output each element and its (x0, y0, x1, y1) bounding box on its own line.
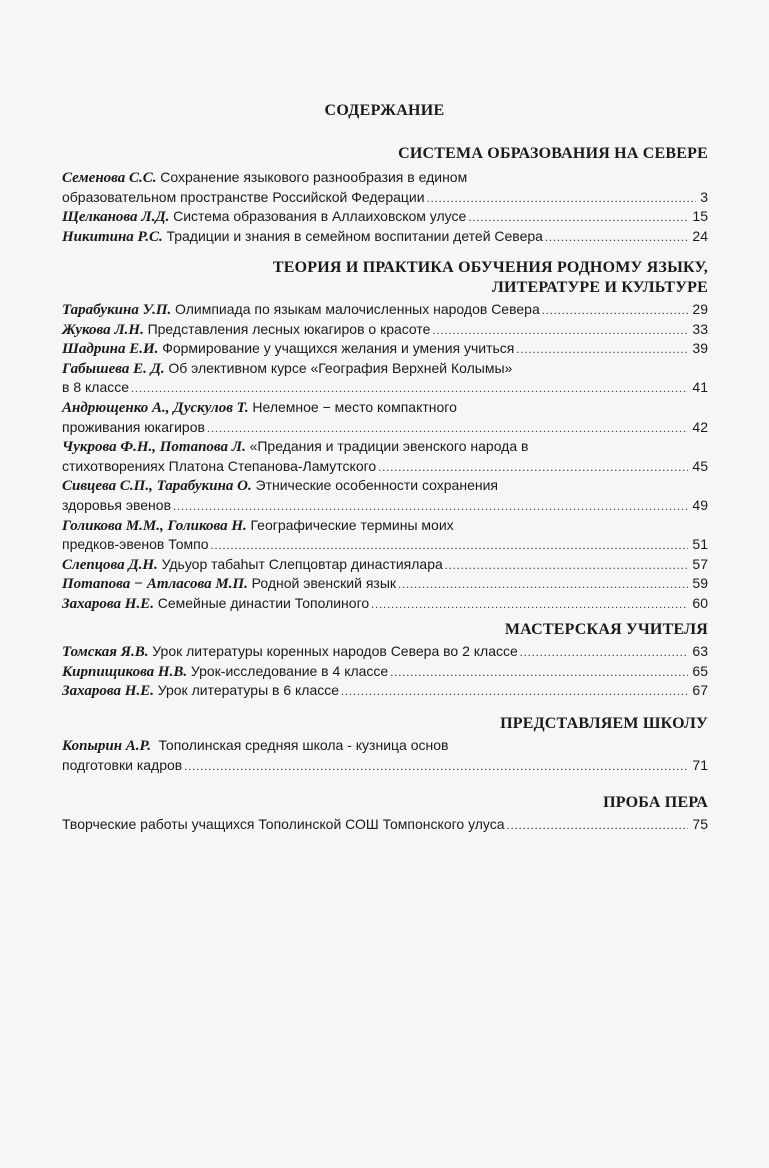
leader-dots (173, 497, 688, 516)
entry-title: Система образования в Аллаиховском улусе (173, 208, 467, 225)
entry-author: Кирпищикова Н.В. (62, 663, 188, 680)
leader-dots (371, 595, 688, 614)
toc-entry[interactable] (62, 339, 708, 359)
toc-entry[interactable] (62, 815, 708, 835)
entry-page-number: 63 (692, 643, 708, 659)
entry-author: Тарабукина У.П. (62, 302, 172, 318)
entry-page-number: 33 (692, 320, 708, 337)
leader-dots (468, 208, 688, 227)
entry-page-number: 65 (692, 662, 708, 679)
leader-dots (184, 757, 688, 776)
entry-title: Творческие работы учащихся Тополинской СОШ Томпонского улуса (62, 816, 505, 832)
entry-author: Томская Я.В. (62, 644, 149, 660)
toc-entry[interactable] (62, 516, 708, 555)
entry-page-number: 60 (692, 594, 708, 611)
entry-title: Этнические особенности сохранения (255, 477, 498, 494)
entry-title: Формирование у учащихся желания и умения учиться (162, 340, 515, 357)
toc-entry[interactable] (62, 320, 708, 340)
entry-page-number: 15 (692, 208, 708, 225)
entry-title: Сохранение языкового разнообразия в едином (160, 169, 468, 185)
entry-page-number: 49 (692, 496, 708, 513)
entry-page-number: 3 (700, 188, 708, 205)
entry-page-number: 41 (692, 379, 708, 396)
leader-dots (210, 536, 688, 555)
toc-entry[interactable] (62, 227, 708, 247)
entry-author: Габышева Е. Д. (62, 360, 165, 377)
entry-page-number: 45 (692, 457, 708, 474)
entry-author: Захарова Н.Е. (62, 683, 154, 700)
toc-entry[interactable] (62, 681, 708, 701)
section-heading: МАСТЕРСКАЯ УЧИТЕЛЯ (504, 621, 708, 638)
entry-title: Урок-исследование в 4 классе (190, 662, 389, 679)
toc-entry[interactable] (62, 594, 708, 614)
entry-title: Урок литературы в 6 классе (157, 682, 340, 699)
entry-title: подготовки кадров (62, 756, 183, 773)
toc-entry[interactable] (62, 168, 708, 207)
toc-section (62, 620, 708, 701)
entry-author: Копырин А.Р. (62, 738, 151, 754)
entry-page-number: 24 (692, 227, 708, 244)
toc-entry[interactable] (62, 476, 708, 515)
entry-title: Тополинская средняя школа - кузница основ (158, 737, 449, 753)
entry-page-number: 71 (692, 756, 708, 773)
entry-author: Голикова М.М., Голикова Н. (62, 517, 247, 534)
entry-title: Семейные династии Тополиного (157, 594, 370, 611)
entry-title: Удьуор табаһыт Слепцовтар династиялара (161, 555, 443, 572)
entry-page-number: 42 (692, 418, 708, 435)
leader-dots (516, 340, 688, 359)
section-heading: ПРЕДСТАВЛЯЕМ ШКОЛУ (500, 715, 708, 732)
leader-dots (398, 575, 688, 594)
leader-dots (545, 228, 688, 247)
entry-page-number: 51 (692, 536, 708, 553)
toc-entry[interactable] (62, 555, 708, 575)
entry-page-number: 59 (692, 575, 708, 592)
entry-title: образовательном пространстве Российской Федерации (62, 188, 425, 205)
section-heading: СИСТЕМА ОБРАЗОВАНИЯ НА СЕВЕРЕ (398, 145, 708, 162)
entry-title: «Предания и традиции эвенского народа в (249, 438, 529, 455)
entry-author: Семенова С.С. (62, 170, 157, 186)
entry-page-number: 29 (692, 301, 708, 317)
entry-title: здоровья эвенов (62, 496, 172, 513)
leader-dots (341, 682, 688, 701)
toc-entry[interactable] (62, 642, 708, 662)
entry-title: стихотворениях Платона Степанова-Ламутского (62, 457, 377, 474)
entry-author: Жукова Л.Н. (62, 321, 144, 338)
entry-author: Шадрина Е.И. (62, 341, 159, 358)
entry-author: Слепцова Д.Н. (62, 556, 158, 573)
toc-title: СОДЕРЖАНИЕ (324, 102, 445, 119)
entry-title: Географические термины моих (250, 516, 454, 533)
entry-author: Чукрова Ф.Н., Потапова Л. (62, 439, 246, 456)
leader-dots (378, 458, 688, 477)
entry-page-number: 57 (692, 555, 708, 572)
toc-entry[interactable] (62, 736, 708, 775)
entry-page-number: 67 (692, 682, 708, 699)
toc-entry[interactable] (62, 300, 708, 320)
entry-title: Родной эвенский язык (251, 575, 397, 592)
entry-title: предков-эвенов Томпо (62, 536, 209, 553)
leader-dots (507, 816, 689, 835)
toc-entry[interactable] (62, 662, 708, 682)
leader-dots (390, 663, 688, 682)
toc-section (62, 258, 708, 614)
leader-dots (131, 379, 688, 398)
toc-entry[interactable] (62, 437, 708, 476)
toc-entry[interactable] (62, 207, 708, 227)
entry-title: Традиции и знания в семейном воспитании детей Севера (166, 227, 543, 244)
entry-title: проживания юкагиров (62, 418, 205, 435)
entry-title: в 8 классе (62, 379, 130, 396)
entry-title: Об элективном курсе «География Верхней Колымы» (168, 359, 513, 376)
leader-dots (427, 189, 697, 208)
entry-author: Сивцева С.П., Тарабукина О. (62, 478, 252, 495)
entry-title: Олимпиада по языкам малочисленных народов Севера (175, 301, 540, 317)
toc-entry[interactable] (62, 359, 708, 398)
toc-entry[interactable] (62, 398, 708, 437)
leader-dots (207, 419, 688, 438)
entry-author: Никитина Р.С. (62, 228, 163, 245)
leader-dots (432, 321, 688, 340)
entry-title: Урок литературы коренных народов Севера во 2 классе (152, 643, 518, 659)
section-heading: ТЕОРИЯ И ПРАКТИКА ОБУЧЕНИЯ РОДНОМУ ЯЗЫКУ, ЛИТЕРАТУРЕ И КУЛЬТУРЕ (272, 259, 708, 296)
entry-author: Потапова − Атласова М.П. (62, 576, 248, 593)
toc-section (62, 144, 708, 246)
toc-section (62, 793, 708, 835)
entry-author: Андрющенко А., Дускулов Т. (62, 399, 249, 416)
leader-dots (445, 556, 689, 575)
entry-author: Щелканова Л.Д. (62, 209, 170, 226)
entry-author: Захарова Н.Е. (62, 595, 154, 612)
leader-dots (542, 301, 689, 320)
entry-title: Нелемное − место компактного (252, 398, 457, 415)
entry-title: Представления лесных юкагиров о красоте (147, 320, 431, 337)
entry-page-number: 39 (692, 340, 708, 357)
toc-entry[interactable] (62, 574, 708, 594)
entry-page-number: 75 (692, 816, 708, 832)
toc-section (62, 714, 708, 775)
leader-dots (520, 643, 689, 662)
section-heading: ПРОБА ПЕРА (603, 794, 708, 811)
